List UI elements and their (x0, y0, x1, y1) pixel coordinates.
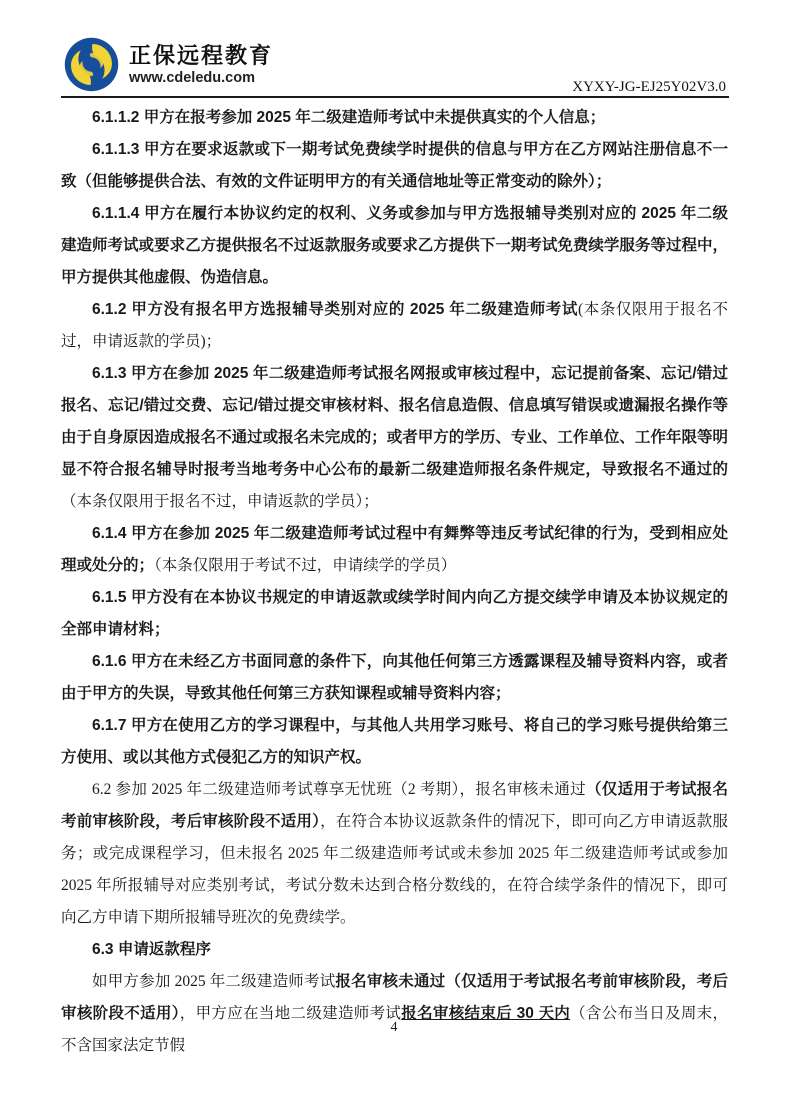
clause-text: 6.1.1.3 甲方在要求返款或下一期考试免费续学时提供的信息与甲方在乙方网站注册信息不一致（但能够提供合法、有效的文件证明甲方的有关通信地址等正常变动的除外）； (61, 141, 728, 190)
clause-emphasis: 报名审核未通过（仅适用于考试报名考前审核阶段，考后审核阶段不适用） (61, 973, 728, 1022)
document-header (61, 34, 728, 98)
clause-6-1-5 (61, 582, 728, 646)
brand-logo (63, 36, 273, 93)
clause-text: 6.2 参加 2025 年二级建造师考试尊享无忧班（2 考期），报名审核未通过 (92, 781, 586, 798)
brand-text (129, 43, 273, 87)
clause-text: ，在符合本协议返款条件的情况下，即可向乙方申请返款服务；或完成课程学习，但未报名 2025 年二级建造师考试或未参加 2025 年二级建造师考试或参加 2025 年所报辅导对应类别考试，考试分数未达到合格分数线的，在符合续学条件的情况下，即可向乙方申请下期所报辅导班次的免费续学。 (61, 813, 728, 926)
clause-text: ，甲方应在当地二级建造师考试 (179, 1005, 402, 1022)
swirl-globe-icon (63, 36, 120, 93)
clause-6-1-3 (61, 358, 728, 518)
clause-note: (本条仅限用于报名不过，申请返款的学员)； (61, 301, 728, 350)
clause-6-1-6 (61, 646, 728, 710)
clause-6-3-heading (61, 934, 728, 966)
clause-text: 6.1.3 甲方在参加 2025 年二级建造师考试报名网报或审核过程中，忘记提前备案、忘记/错过报名、忘记/错过交费、忘记/错过提交审核材料、报名信息造假、信息填写错误或遗漏报名操作等由于自身原因造成报名不通过或报名未完成的；或者甲方的学历、专业、工作单位、工作年限等明显不符合报名辅导时报考当地考务中心公布的最新二级建造师报名条件规定，导致报名不通过的 (61, 365, 728, 478)
clause-note: （本条仅限用于考试不过，申请续学的学员） (154, 557, 457, 574)
clause-text: 6.1.7 甲方在使用乙方的学习课程中，与其他人共用学习账号、将自己的学习账号提供给第三方使用、或以其他方式侵犯乙方的知识产权。 (61, 717, 728, 766)
clause-text: 6.1.1.2 甲方在报考参加 2025 年二级建造师考试中未提供真实的个人信息； (92, 109, 606, 126)
clause-note: （本条仅限用于报名不过，申请返款的学员）； (61, 493, 379, 510)
contract-body (61, 102, 728, 1062)
clause-emphasis: （仅适用于考试报名考前审核阶段，考后审核阶段不适用） (61, 781, 728, 830)
clause-6-1-7 (61, 710, 728, 774)
brand-name: 正保远程教育 (129, 42, 274, 68)
clause-text: 6.1.2 甲方没有报名甲方选报辅导类别对应的 2025 年二级建造师考试 (92, 301, 578, 318)
clause-text: 6.1.6 甲方在未经乙方书面同意的条件下，向其他任何第三方透露课程及辅导资料内容，或者由于甲方的失误，导致其他任何第三方获知课程或辅导资料内容； (61, 653, 728, 702)
clause-text: （含公布当日及周末，不含国家法定节假 (61, 1005, 728, 1054)
clause-6-1-1-2 (61, 102, 728, 134)
clause-6-1-1-4 (61, 198, 728, 294)
clause-6-3-paragraph (61, 966, 728, 1062)
clause-6-1-4 (61, 518, 728, 582)
page-footer (0, 1020, 788, 1036)
clause-6-1-2 (61, 294, 728, 358)
clause-6-1-1-3 (61, 134, 728, 198)
brand-url: www.cdeledu.com (129, 69, 255, 86)
clause-text: 6.1.5 甲方没有在本协议书规定的申请返款或续学时间内向乙方提交续学申请及本协议规定的全部申请材料； (61, 589, 728, 638)
section-heading: 6.3 申请返款程序 (92, 941, 211, 958)
clause-text: 6.1.1.4 甲方在履行本协议约定的权利、义务或参加与甲方选报辅导类别对应的 2025 年二级建造师考试或要求乙方提供报名不过返款服务或要求乙方提供下一期考试免费续学服务等过程中，甲方提供其他虚假、伪造信息。 (61, 205, 728, 286)
clause-text: 如甲方参加 2025 年二级建造师考试 (92, 973, 336, 990)
clause-deadline-emphasis: 报名审核结束后 30 天内 (401, 1005, 571, 1022)
clause-text: 6.1.4 甲方在参加 2025 年二级建造师考试过程中有舞弊等违反考试纪律的行为，受到相应处理或处分的； (61, 525, 728, 574)
document-code: XYXY-JG-EJ25Y02V3.0 (572, 79, 726, 95)
header-divider (61, 96, 729, 98)
page-number: 4 (390, 1020, 398, 1035)
clause-6-2 (61, 774, 728, 934)
